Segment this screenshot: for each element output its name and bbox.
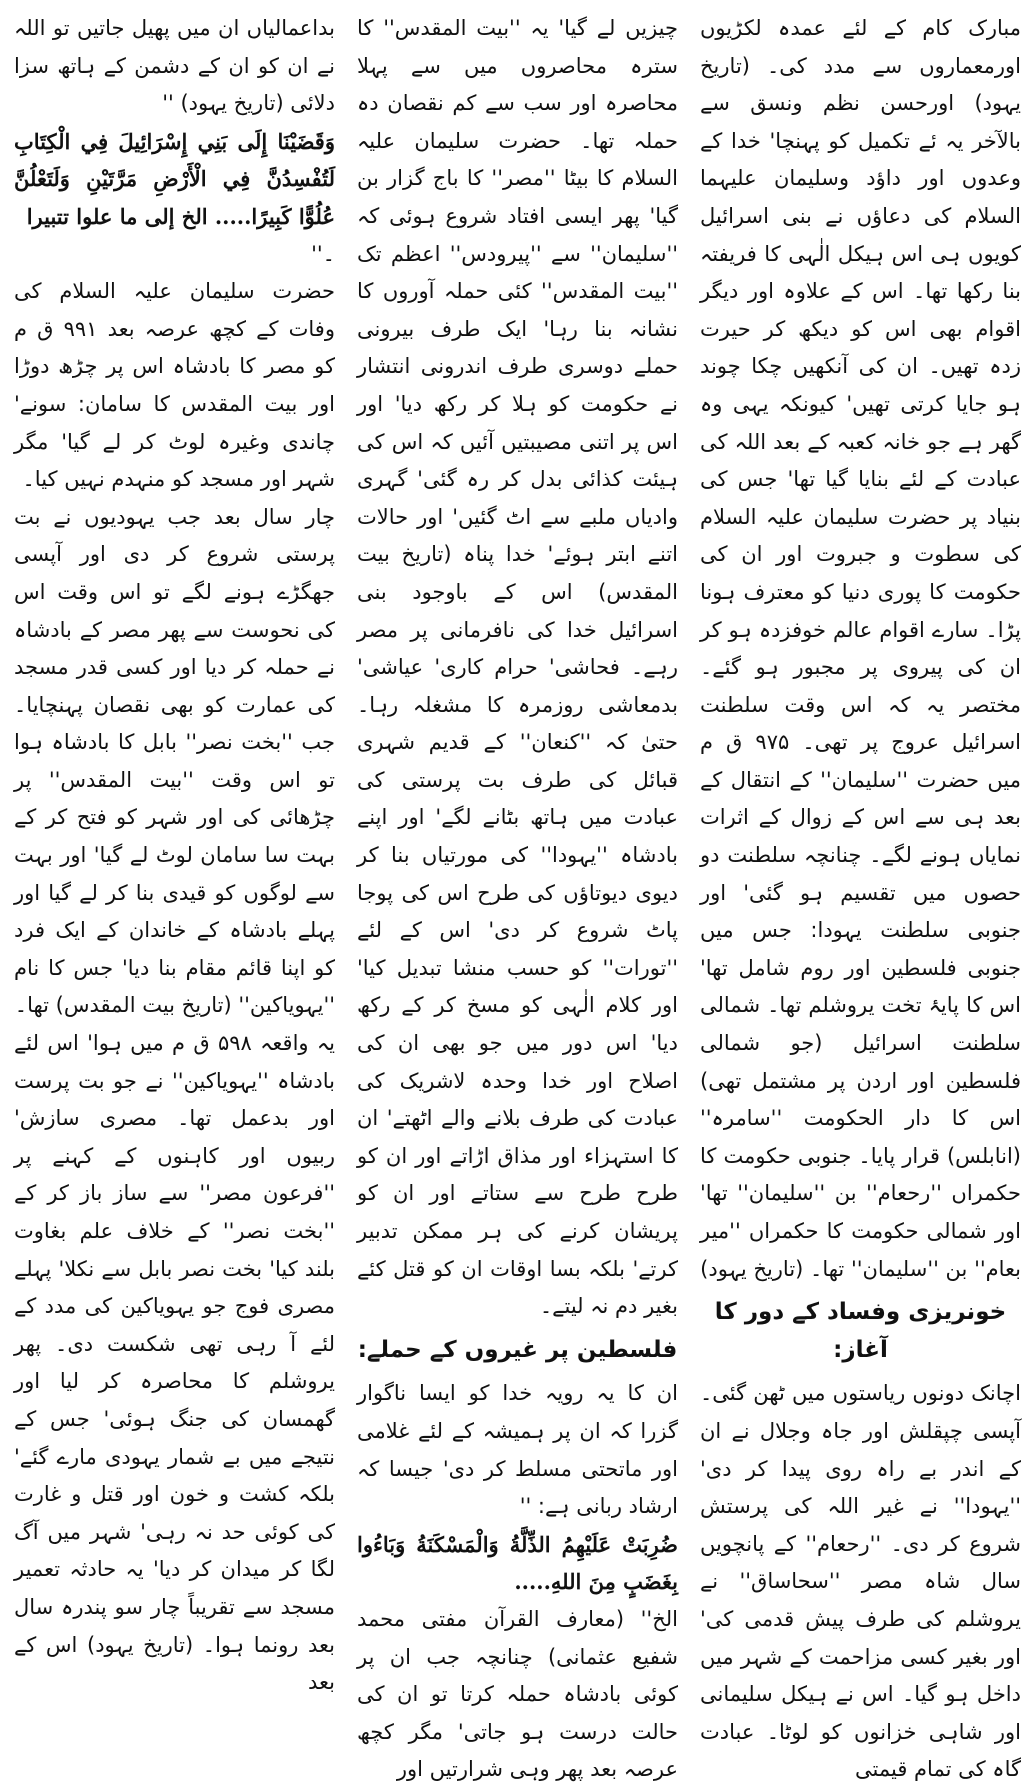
paragraph: ۔'' — [311, 241, 335, 266]
paragraph: الخ'' (معارف القرآن مفتی محمد شفیع عثمانی) چنانچہ جب ان پر کوئی بادشاہ حملہ کرتا تو ان کی حالت درست ہو جاتی' مگر کچھ عرصہ بعد پھر وہی شرارتیں اور — [357, 1606, 678, 1782]
paragraph: بداعمالیاں ان میں پھیل جاتیں تو اللہ نے ان کو ان کے دشمن کے ہاتھ سزا دلائی (تاریخ یہود) '' — [14, 16, 335, 116]
paragraph: یہ واقعہ ۵۹۸ ق م میں ہوا' اس لئے بادشاہ ''یہویاکین'' نے جو بت پرست اور بدعمل تھا۔ مصری سازش' ربیوں اور کاہنوں کے کہنے پر ''فرعون مصر'' سے ساز باز کر کے ''بخت نصر'' کے خلاف علم بغاوت بلند کیا' بخت نصر بابل سے نکلا' پہلے مصری فوج جو یہویاکین کی مدد کے لئے آ رہی تھی شکست دی۔ پھر یروشلم کا محاصرہ کر لیا اور گھمسان کی جنگ ہوئی' جس کے نتیجے میں بے شمار یہودی مارے گئے' بلکہ کشت و خون اور قتل و غارت کی کوئی حد نہ رہی' شہر میں آگ لگا کر میدان کر دیا' یہ حادثہ تعمیر مسجد سے تقریباً چار سو پندرہ سال بعد رونما ہوا۔ (تاریخ یہود) اس کے بعد — [14, 1031, 335, 1695]
paragraph: چار سال بعد جب یہودیوں نے بت پرستی شروع کر دی اور آپسی جھگڑے ہونے لگے تو اس وقت اس کی نحوست سے پھر مصر کے بادشاہ نے حملہ کر دیا اور کسی قدر مسجد کی عمارت کو بھی نقصان پہنچایا۔ جب ''بخت نصر'' بابل کا بادشاہ ہوا تو اس وقت ''بیت المقدس'' پر چڑھائی کی اور شہر کو فتح کر کے بہت سا سامان لوٹ لے گیا' اور بہت سے لوگوں کو قیدی بنا کر لے گیا اور پہلے بادشاہ کے خاندان کے ایک فرد کو اپنا قائم مقام بنا دیا' جس کا نام ''یہویاکین'' (تاریخ بیت المقدس) تھا۔ — [14, 504, 335, 1018]
arabic-quote: ضُرِبَتْ عَلَيْهِمُ الذِّلَّةُ وَالْمَسْكَنَةُ وَبَاءُوا بِغَضَبٍ مِنَ اللهِ..... — [357, 1531, 678, 1595]
paragraph: چیزیں لے گیا' یہ ''بیت المقدس'' کا سترہ محاصروں میں سے پہلا محاصرہ اور سب سے کم نقصان دہ حملہ تھا۔ حضرت سلیمان علیہ السلام کا بیٹا ''مصر'' کا باج گزار بن گیا' پھر ایسی افتاد شروع ہوئی کہ ''سلیمان'' سے ''پیرودس'' اعظم تک ''بیت المقدس'' کئی حملہ آوروں کا نشانہ بنا رہا' ایک طرف بیرونی حملے دوسری طرف اندرونی انتشار نے حکومت کو ہلا کر رکھ دیا' اور اس پر اتنی مصیبتیں آئیں کہ اس کی ہیئت کذائی بدل کر رہ گئی' گہری وادیاں ملبے سے اٹ گئیں' اور حالات اتنے ابتر ہوئے' خدا پناہ (تاریخ بیت المقدس) اس کے باوجود بنی اسرائیل خدا کی نافرمانی پر مصر رہے۔ فحاشی' حرام کاری' عیاشی' بدمعاشی روزمرہ کا مشغلہ رہا۔ حتیٰ کہ ''کنعان'' کے قدیم شہری قبائل کی طرف بت پرستی کی عبادت میں ہاتھ بٹانے لگے' اور اپنے بادشاہ ''یہودا'' کی مورتیاں بنا کر دیوی دیوتاؤں کی طرح اس کی پوجا پاٹ شروع کر دی' اس کے لئے ''تورات'' کو حسب منشا تبدیل کیا' اور کلام الٰہی کو مسخ کر کے رکھ دیا' اس دور میں جو بھی ان کی اصلاح اور خدا وحدہ لاشریک کی عبادت کی طرف بلانے والے اٹھتے' ان کا استہزاء اور مذاق اڑاتے اور ان کو طرح طرح سے ستاتے اور ان کو پریشان کرنے کی ہر ممکن تدبیر کرتے' بلکہ بسا اوقات ان کو قتل کئے بغیر دم نہ لیتے۔ — [357, 16, 678, 1319]
arabic-quote: وَقَضَيْنَا إِلَى بَنِي إِسْرَائِيلَ فِي الْكِتَابِ لَتُفْسِدُنَّ فِي الْأَرْضِ مَرَّتَيْنِ وَلَتَعْلُنَّ عُلُوًّا كَبِيرًا..... الخ إلى ما علوا تتبيرا — [14, 128, 335, 229]
column-left — [14, 10, 335, 1695]
paragraph: اچانک دونوں ریاستوں میں ٹھن گئی۔ آپسی چپقلش اور جاہ وجلال نے ان کے اندر بے راہ روی پیدا کر دی' ''یہودا'' نے غیر اللہ کی پرستش شروع کر دی۔ ''رحعام'' کے پانچویں سال شاہ مصر ''سحاساق'' نے یروشلم کی طرف پیش قدمی کی' اور بغیر کسی مزاحمت کے شہر میں داخل ہو گیا۔ اس نے ہیکل سلیمانی اور شاہی خزانوں کو لوٹا۔ عبادت گاہ کی تمام قیمتی — [700, 1381, 1021, 1782]
column-middle — [357, 10, 678, 1782]
section-heading: خونریزی وفساد کے دور کا آغاز: — [714, 1299, 1007, 1363]
paragraph: مبارک کام کے لئے عمدہ لکڑیوں اورمعماروں سے مدد کی۔ (تاریخ یہود) اورحسن نظم ونسق سے بالآخر یہ ئے تکمیل کو پہنچا' خدا کے وعدوں اور داؤد وسلیمان علیہما السلام کی دعاؤں نے بنی اسرائیل کویوں ہی اس ہیکل الٰہی کا فریفتہ بنا رکھا تھا۔ اس کے علاوہ اور دیگر اقوام بھی اس کو دیکھ کر حیرت زدہ تھیں۔ ان کی آنکھیں چکا چوند ہو جایا کرتی تھیں' کیونکہ یہی وہ گھر ہے جو خانہ کعبہ کے بعد اللہ کی عبادت کے لئے بنایا گیا تھا' جس کی بنیاد پر حضرت سلیمان علیہ السلام کی سطوت و جبروت اور ان کی حکومت کا پوری دنیا کو معترف ہونا پڑا۔ سارے اقوام عالم خوفزدہ ہو کر ان کی پیروی پر مجبور ہو گئے۔ مختصر یہ کہ اس وقت سلطنت اسرائیل عروج پر تھی۔ ۹۷۵ ق م میں حضرت ''سلیمان'' کے انتقال کے بعد ہی سے اس کے زوال کے اثرات نمایاں ہونے لگے۔ چنانچہ سلطنت دو حصوں میں تقسیم ہو گئی' اور جنوبی سلطنت یہودا: جس میں جنوبی فلسطین اور روم شامل تھا' اس کا پایۂ تخت یروشلم تھا۔ شمالی سلطنت اسرائیل (جو شمالی فلسطین اور اردن پر مشتمل تھی) اس کا دار الحکومت ''سامرہ'' (انابلس) قرار پایا۔ جنوبی حکومت کا حکمراں ''رحعام'' بن ''سلیمان'' تھا' اور شمالی حکومت کا حکمراں ''میر بعام'' بن ''سلیمان'' تھا۔ (تاریخ یہود) — [700, 16, 1022, 1281]
section-heading: فلسطین پر غیروں کے حملے: — [357, 1336, 678, 1363]
paragraph: ان کا یہ رویہ خدا کو ایسا ناگوار گزرا کہ ان پر ہمیشہ کے لئے غلامی اور ماتحتی مسلط کر دی' جیسا کہ ارشاد ربانی ہے: '' — [357, 1381, 678, 1519]
column-right — [700, 10, 1022, 1782]
paragraph: حضرت سلیمان علیہ السلام کی وفات کے کچھ عرصہ بعد ۹۹۱ ق م کو مصر کا بادشاہ اس پر چڑھ دوڑا اور بیت المقدس کا سامان: سونے' چاندی وغیرہ لوٹ کر لے گیا' مگر شہر اور مسجد کو منہدم نہیں کیا۔ — [14, 279, 335, 492]
column-container — [14, 10, 1022, 1782]
